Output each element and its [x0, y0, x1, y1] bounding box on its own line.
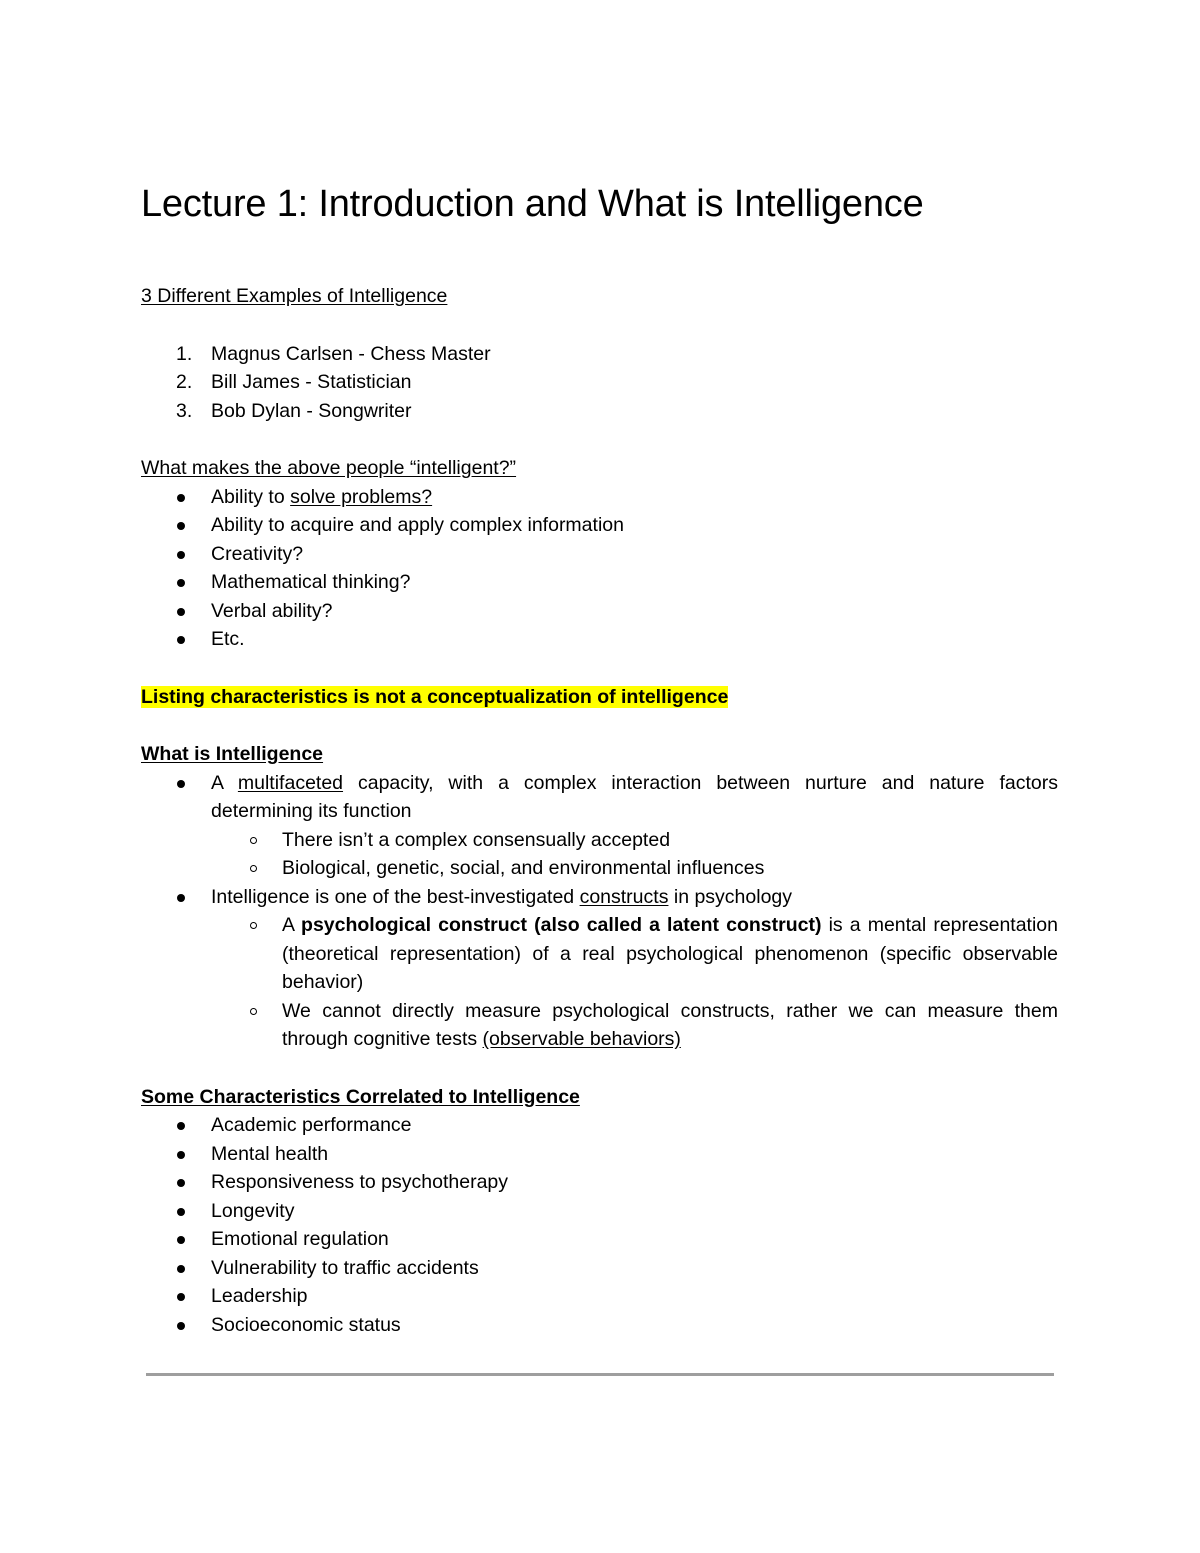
- spacer: [141, 311, 1058, 340]
- list-item-text: Longevity: [211, 1199, 295, 1222]
- list-item: [141, 340, 1058, 369]
- bullet-icon: [177, 1236, 185, 1244]
- bullet-icon: [177, 608, 185, 616]
- list-item-text: Vulnerability to traffic accidents: [211, 1256, 479, 1279]
- list-item: [141, 1225, 1058, 1254]
- bullet-icon: [177, 780, 185, 788]
- list-item-text: Ability to: [211, 485, 291, 508]
- bullet-icon: [177, 1179, 185, 1187]
- spacer: [141, 711, 1058, 740]
- list-item: [141, 769, 1058, 883]
- spacer: [141, 1054, 1058, 1083]
- bullet-icon: [177, 1151, 185, 1159]
- bullet-icon: [177, 1293, 185, 1301]
- bullet-icon: [177, 551, 185, 559]
- bullet-icon: [177, 494, 185, 502]
- spacer: [141, 228, 1058, 282]
- bullet-icon: [177, 1208, 185, 1216]
- list-item-text: capacity, with a complex interaction between nurture and nature factors determining its function: [211, 771, 1058, 822]
- sub-list: [211, 826, 1058, 883]
- list-item: [141, 1311, 1058, 1340]
- examples-heading: 3 Different Examples of Intelligence: [141, 285, 448, 307]
- list-item: [141, 1140, 1058, 1169]
- list-item: [141, 1111, 1058, 1140]
- list-item: [141, 540, 1058, 569]
- list-item: [141, 1168, 1058, 1197]
- list-item-text: Etc.: [211, 628, 245, 650]
- underlined-text: (observable behaviors): [482, 1028, 681, 1050]
- sub-list-item: [211, 854, 1058, 883]
- underlined-text: multifaceted: [237, 771, 344, 794]
- page-title: Lecture 1: Introduction and What is Intelligence: [141, 183, 924, 225]
- circle-bullet-icon: [250, 922, 257, 929]
- sub-list-item: [211, 997, 1058, 1054]
- what-is-list: [141, 769, 1058, 1054]
- makes-heading: What makes the above people “intelligent?”: [141, 457, 517, 479]
- list-item: [141, 625, 1058, 654]
- highlighted-statement: Listing characteristics is not a conceptualization of intelligence: [141, 685, 729, 708]
- list-item-text: Magnus Carlsen - Chess Master: [211, 342, 491, 365]
- list-item-text: A: [282, 914, 302, 936]
- list-number: 1.: [176, 342, 193, 365]
- list-item-text: Emotional regulation: [211, 1228, 389, 1250]
- list-item-text: Leadership: [211, 1285, 308, 1307]
- bullet-icon: [177, 1265, 185, 1273]
- bullet-icon: [177, 1322, 185, 1330]
- bold-text: psychological construct (also called a latent construct): [301, 914, 822, 936]
- circle-bullet-icon: [250, 865, 257, 872]
- bullet-icon: [177, 894, 185, 902]
- list-number: 3.: [176, 399, 193, 422]
- circle-bullet-icon: [250, 1008, 257, 1015]
- list-item-text: Ability to acquire and apply complex information: [211, 514, 624, 536]
- makes-list: [141, 483, 1058, 654]
- list-item: [141, 483, 1058, 512]
- list-item-text: We cannot directly measure psychological constructs, rather we can measure them through cognitive tests: [282, 999, 1058, 1050]
- list-item: [141, 511, 1058, 540]
- list-item-text: Bill James - Statistician: [211, 371, 412, 393]
- document-page: [141, 180, 1058, 1339]
- page-divider: [146, 1373, 1054, 1376]
- underlined-text: constructs: [579, 885, 669, 908]
- list-item-text: There isn’t a complex consensually accepted: [282, 828, 671, 851]
- list-number: 2.: [176, 371, 193, 393]
- list-item: [141, 568, 1058, 597]
- list-item-text: Academic performance: [211, 1114, 412, 1136]
- list-item-text: Socioeconomic status: [211, 1313, 401, 1336]
- examples-list: [141, 340, 1058, 426]
- list-item: [141, 1254, 1058, 1283]
- circle-bullet-icon: [250, 837, 257, 844]
- list-item-text: Mental health: [211, 1142, 329, 1165]
- list-item-text: Creativity?: [211, 542, 304, 565]
- sub-list-item: [211, 911, 1058, 997]
- sub-list-item: [211, 826, 1058, 855]
- list-item: [141, 1282, 1058, 1311]
- list-item: [141, 597, 1058, 626]
- spacer: [141, 654, 1058, 683]
- underlined-text: solve problems?: [290, 485, 433, 508]
- list-item-text: is a mental representation (theoretical representation) of a real psychological phenomenon (specific observable behavior): [282, 914, 1058, 993]
- bullet-icon: [177, 522, 185, 530]
- bullet-icon: [177, 579, 185, 587]
- list-item-text: Biological, genetic, social, and environmental influences: [282, 857, 765, 879]
- list-item: [141, 883, 1058, 1054]
- list-item-text: Bob Dylan - Songwriter: [211, 399, 412, 422]
- list-item-text: Verbal ability?: [211, 599, 333, 622]
- list-item-text: Responsiveness to psychotherapy: [211, 1171, 509, 1193]
- list-item-text: Intelligence is one of the best-investigated: [211, 885, 580, 908]
- list-item-text: A: [211, 771, 238, 794]
- list-item: [141, 1197, 1058, 1226]
- sub-list: [211, 911, 1058, 1054]
- spacer: [141, 425, 1058, 454]
- correlated-list: [141, 1111, 1058, 1339]
- list-item-text: Mathematical thinking?: [211, 571, 411, 593]
- bullet-icon: [177, 1122, 185, 1130]
- list-item-text: in psychology: [668, 885, 793, 908]
- list-item: [141, 368, 1058, 397]
- correlated-heading: Some Characteristics Correlated to Intelligence: [141, 1085, 580, 1108]
- bullet-icon: [177, 636, 185, 644]
- what-is-heading: What is Intelligence: [141, 743, 324, 765]
- list-item: [141, 397, 1058, 426]
